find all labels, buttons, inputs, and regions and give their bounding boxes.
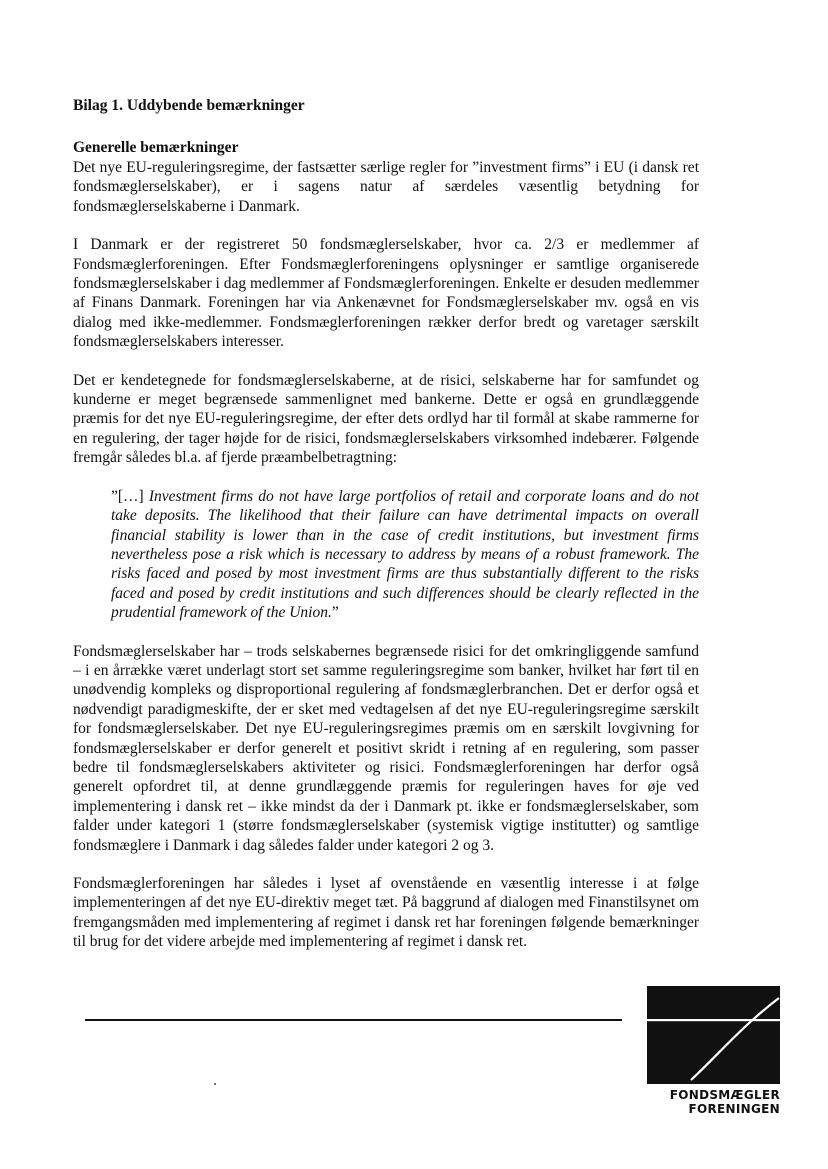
scan-speck bbox=[214, 1083, 216, 1085]
section-heading: Generelle bemærkninger bbox=[73, 139, 239, 156]
quote-text: Investment firms do not have large portfolios of retail and corporate loans and do not take deposits. The likelihood that their failure can have detrimental impacts on overall financial stability is lower than in the case of credit institutions, but investment firms nevertheless pose a risk which is necessary to address by means of a robust framework. The risks faced and posed by most investment firms are thus substantially different to the risks faced and posed by credit institutions and such differences should be clearly reflected in the prudential framework of the Union. bbox=[111, 487, 700, 622]
document-title: Bilag 1. Uddybende bemærkninger bbox=[73, 97, 305, 114]
logo-text bbox=[647, 1088, 780, 1116]
footer-rule bbox=[85, 1019, 622, 1021]
quote-open: ”[…] bbox=[111, 487, 149, 505]
paragraph-members: I Danmark er der registreret 50 fondsmæglerselskaber, hvor ca. 2/3 er medlemmer af Fondsmæglerforeningen. Efter Fondsmæglerforeningens oplysninger er samtlige organiserede fondsmæglerselskaber i dag medlemmer af Fondsmæglerforeningen. Enkelte er desuden medlemmer af Finans Danmark. Foreningen har via Ankenævnet for Fondsmæglerselskaber mv. også en vis dialog med ikke-medlemmer. Fondsmæglerforeningen rækker derfor bredt og varetager særskilt fondsmæglerselskabers interesser. bbox=[73, 236, 699, 351]
block-quote bbox=[73, 487, 699, 623]
logo-mark-icon bbox=[647, 986, 780, 1084]
quote-close: ” bbox=[331, 604, 339, 622]
fondsmaeglerforeningen-logo bbox=[647, 986, 780, 1116]
document-body bbox=[73, 96, 699, 971]
paragraph-implementation: Fondsmæglerforeningen har således i lyset af ovenstående en væsentlig interesse i at følge implementeringen af det nye EU-direktiv meget tæt. På baggrund af dialogen med Finanstilsynet om fremgangsmåden med implementering af regimet i dansk ret har foreningen følgende bemærkninger til brug for det videre arbejde med implementering af regimet i dansk ret. bbox=[73, 875, 699, 951]
logo-line-1: FONDSMÆGLER bbox=[669, 1088, 780, 1102]
paragraph-paradigm: Fondsmæglerselskaber har – trods selskabernes begrænsede risici for det omkringliggende samfund – i en årrække været underlagt stort set samme reguleringsregime som banker, hvilket har ført til en unødvendig kompleks og disproportional regulering af fondsmæglerbranchen. Det er derfor også et nødvendigt paradigmeskifte, der er sket med vedtagelsen af det nye EU-reguleringsregime særskilt for fondsmæglerselskaber. Det nye EU-reguleringsregimes præmis om en særskilt lovgivning for fondsmæglerselskaber er derfor generelt et positivt skridt i retning af en regulering, som passer bedre til fondsmæglerselskabers aktiviteter og risici. Fondsmæglerforeningen har derfor også generelt opfordret til, at denne grundlæggende præmis for reguleringen haves for øje ved implementering i dansk ret – ikke mindst da der i Danmark pt. ikke er fondsmæglerselskaber, som falder under kategori 1 (større fondsmæglerselskaber (systemisk vigtige institutter) og samtlige fondsmæglere i Danmark i dag således falder under kategori 2 og 3. bbox=[73, 642, 699, 854]
logo-line-2: FORENINGEN bbox=[688, 1102, 780, 1116]
paragraph-risks: Det er kendetegnede for fondsmæglerselskaberne, at de risici, selskaberne har for samfundet og kunderne er meget begrænsede sammenlignet med bankerne. Dette er også en grundlæggende præmis for det nye EU-reguleringsregime, der efter dets ordlyd har til formål at skabe rammerne for en regulering, der tager højde for de risici, fondsmæglerselskabers virksomhed indebærer. Følgende fremgår således bl.a. af fjerde præambelbetragtning: bbox=[73, 371, 699, 467]
paragraph-intro: Det nye EU-reguleringsregime, der fastsætter særlige regler for ”investment firms” i EU (i dansk ret fondsmæglerselskaber), er i sagens natur af særdeles væsentlig betydning for fondsmæglerselskaberne i Danmark. bbox=[73, 159, 699, 215]
